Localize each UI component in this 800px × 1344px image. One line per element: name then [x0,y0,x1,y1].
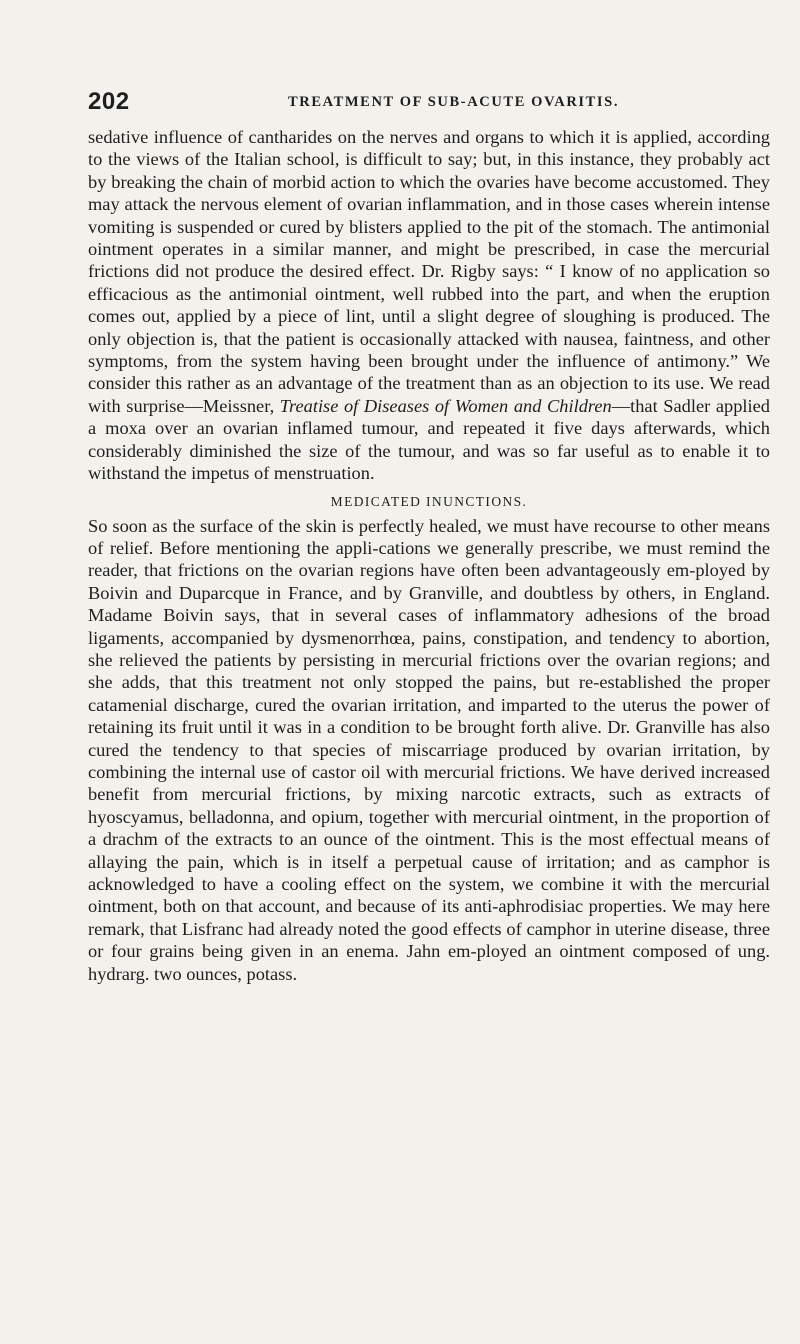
running-head: TREATMENT OF SUB-ACUTE OVARITIS. [288,94,620,110]
cited-work-title: Treatise of Diseases of Women and Children [279,395,612,416]
body-text [88,126,770,985]
paragraph-1-text: sedative influence of cantharides on the nerves and organs to which it is applied, according to the views of the Italian school, is difficult to say; but, in this instance, they probably act by breaking the chain of morbid action to which the ovaries have become accustomed. They may attack the nervous element of ovarian inflammation, and in those cases wherein intense vomiting is suspended or cured by blisters applied to the pit of the stomach. The antimonial ointment operates in a similar manner, and might be prescribed, in case the mercurial frictions did not produce the desired effect. Dr. Rigby says: “ I know of no application so efficacious as the antimonial ointment, well rubbed into the part, and when the eruption comes out, applied by a piece of lint, until a slight degree of sloughing is produced. The only objection is, that the patient is occasionally attacked with nausea, faintness, and other symptoms, from the system having been brought under the influence of antimony.” We consider this rather as an advantage of the treatment than as an objection to its use. We read with surprise—Meissner, [88,127,770,416]
paragraph-1 [88,126,770,485]
page-number: 202 [88,88,130,115]
section-heading: MEDICATED INUNCTIONS. [330,493,528,509]
paragraph-2: So soon as the surface of the skin is perfectly healed, we must have recourse to other means of relief. Before mentioning the appli-cations we generally prescribe, we must remind the reader, that frictions on the ovarian regions have often been advantageously em-ployed by Boivin and Duparcque in France, and by Granville, and doubtless by others, in England. Madame Boivin says, that in several cases of inflammatory adhesions of the broad ligaments, accompanied by dysmenorrhœa, pains, constipation, and tendency to abortion, she relieved the patients by persisting in mercurial frictions over the ovarian regions; and she adds, that this treatment not only stopped the pains, but re-established the proper catamenial discharge, cured the ovarian irritation, and imparted to the uterus the power of retaining its fruit until it was in a condition to be brought forth alive. Dr. Granville has also cured the tendency to that species of miscarriage produced by ovarian irritation, by combining the internal use of castor oil with mercurial frictions. We have derived increased benefit from mercurial frictions, by mixing narcotic extracts, such as extracts of hyoscyamus, belladonna, and opium, together with mercurial ointment, in the proportion of a drachm of the extracts to an ounce of the ointment. This is the most effectual means of allaying the pain, which is in itself a perpetual cause of irritation; and as camphor is acknowledged to have a cooling effect on the system, we combine it with the mercurial ointment, both on that account, and because of its anti-aphrodisiac properties. We may here remark, that Lisfranc had already noted the good effects of camphor in uterine disease, three or four grains being given in an enema. Jahn em-ployed an ointment composed of ung. hydrarg. two ounces, potass. [88,515,770,984]
paragraph-1-text-continued: —that Sadler applied a moxa over an ovarian inflamed tumour, and repeated it five days afterwards, which considerably diminished the size of the tumour, and was so far useful as to enable it to withstand the impetus of menstruation. [88,395,770,484]
page-header [88,88,768,122]
